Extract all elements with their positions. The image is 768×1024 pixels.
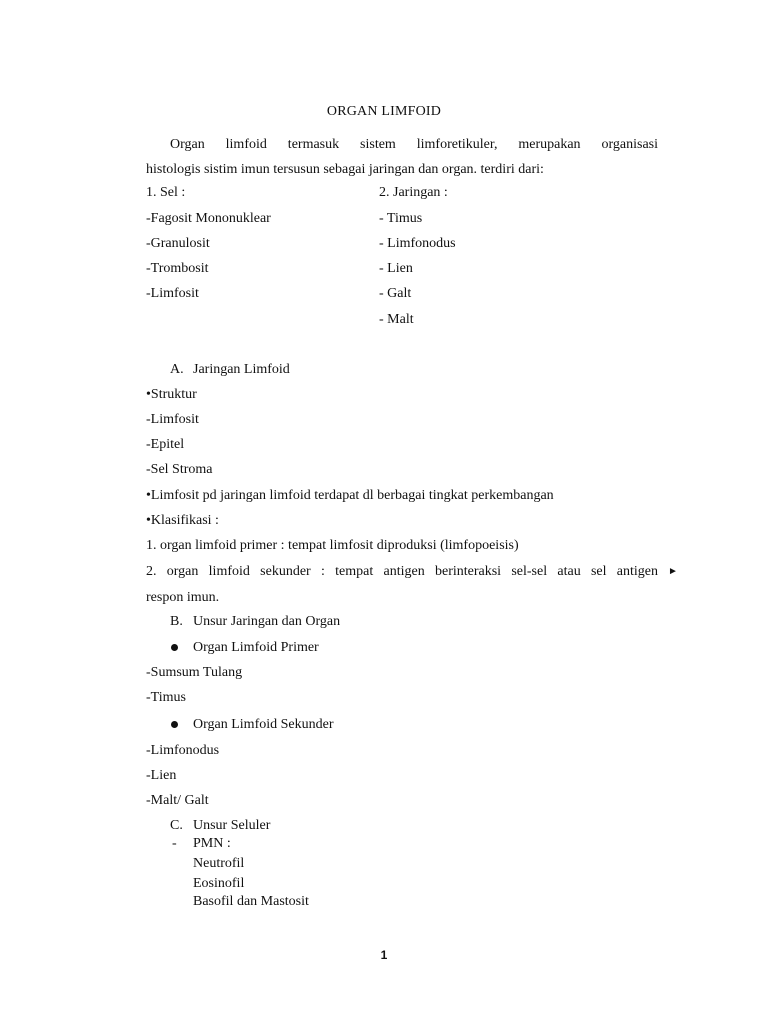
tissue-item: - Malt bbox=[379, 312, 414, 327]
tissues-heading: 2. Jaringan : bbox=[379, 185, 448, 200]
cell-item: -Granulosit bbox=[146, 236, 210, 251]
tissue-item: - Timus bbox=[379, 211, 423, 226]
tissue-item: - Lien bbox=[379, 261, 413, 276]
section-a-heading: Jaringan Limfoid bbox=[193, 362, 290, 377]
section-c-marker: C. bbox=[170, 818, 183, 833]
page-number: 1 bbox=[380, 948, 388, 962]
section-b-marker: B. bbox=[170, 614, 183, 629]
intro-paragraph bbox=[146, 132, 658, 182]
cells-heading: 1. Sel : bbox=[146, 185, 186, 200]
sekunder-item: -Limfonodus bbox=[146, 743, 220, 758]
pmn-item: Neutrofil bbox=[193, 856, 245, 871]
pmn-label: PMN : bbox=[193, 836, 231, 851]
section-c-heading: Unsur Seluler bbox=[193, 818, 271, 833]
struktur-label: •Struktur bbox=[146, 387, 197, 402]
klasifikasi-sekunder-line-1: 2. organ limfoid sekunder : tempat antigen berinteraksi sel-sel atau sel antigen bbox=[146, 564, 658, 579]
klasifikasi-label: •Klasifikasi : bbox=[146, 513, 219, 528]
cell-item: -Trombosit bbox=[146, 261, 209, 276]
tissue-item: - Galt bbox=[379, 286, 412, 301]
primer-item: -Sumsum Tulang bbox=[146, 665, 243, 680]
primer-item: -Timus bbox=[146, 690, 186, 705]
document-title: ORGAN LIMFOID bbox=[326, 104, 442, 119]
section-a-marker: A. bbox=[170, 362, 184, 377]
pmn-item: Eosinofil bbox=[193, 876, 245, 891]
primer-heading: Organ Limfoid Primer bbox=[193, 640, 319, 655]
struktur-item: -Limfosit bbox=[146, 412, 199, 427]
sekunder-item: -Lien bbox=[146, 768, 177, 783]
sekunder-item: -Malt/ Galt bbox=[146, 793, 209, 808]
limfosit-note: •Limfosit pd jaringan limfoid terdapat dl berbagai tingkat perkembangan bbox=[146, 488, 554, 503]
bullet-icon bbox=[171, 640, 178, 656]
tissue-item: - Limfonodus bbox=[379, 236, 456, 251]
intro-line-1: Organ limfoid termasuk sistem limforetikuler, merupakan organisasi bbox=[170, 137, 658, 152]
section-b-heading: Unsur Jaringan dan Organ bbox=[193, 614, 341, 629]
cell-item: -Fagosit Mononuklear bbox=[146, 211, 271, 226]
sekunder-heading: Organ Limfoid Sekunder bbox=[193, 717, 334, 732]
struktur-item: -Sel Stroma bbox=[146, 462, 213, 477]
klasifikasi-primer: 1. organ limfoid primer : tempat limfosit diproduksi (limfopoeisis) bbox=[146, 538, 519, 553]
cell-item: -Limfosit bbox=[146, 286, 199, 301]
struktur-item: -Epitel bbox=[146, 437, 185, 452]
klasifikasi-sekunder-line-2: respon imun. bbox=[146, 590, 220, 605]
pmn-dash: - bbox=[172, 836, 177, 851]
intro-line-2: histologis sistim imun tersusun sebagai jaringan dan organ. terdiri dari: bbox=[146, 162, 544, 177]
arrow-right-icon: ► bbox=[668, 566, 678, 577]
pmn-item: Basofil dan Mastosit bbox=[193, 894, 309, 909]
bullet-icon bbox=[171, 717, 178, 733]
